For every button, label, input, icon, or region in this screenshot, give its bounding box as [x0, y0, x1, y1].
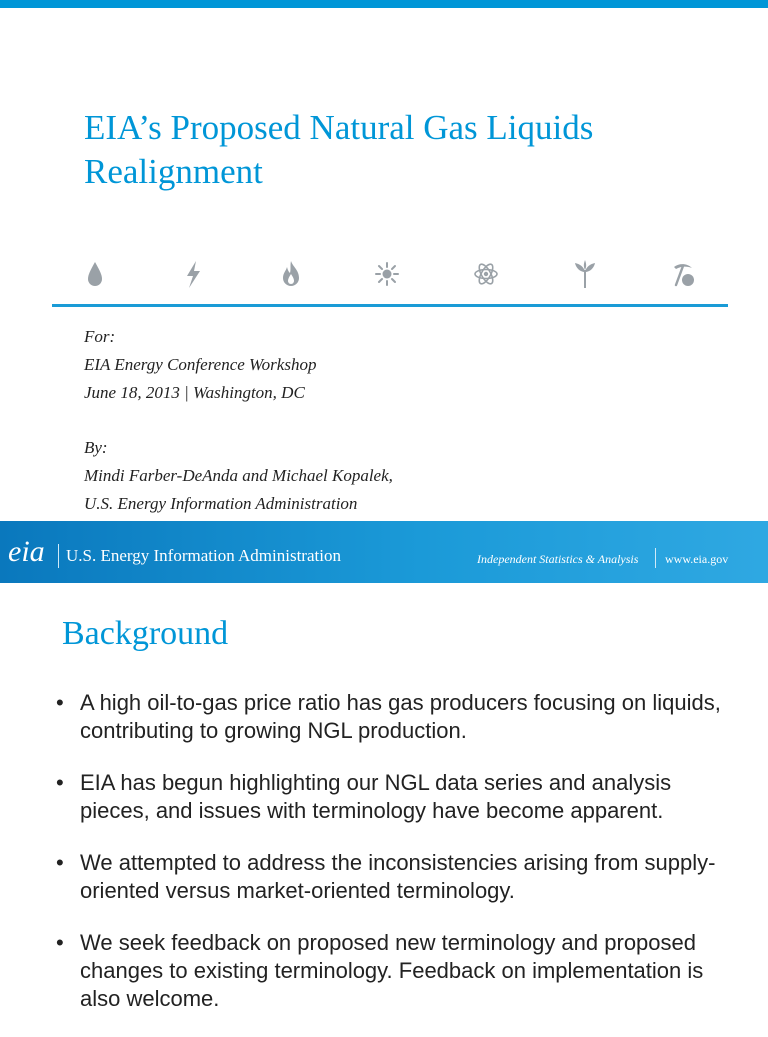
lightning-icon: [178, 258, 208, 290]
footer-divider: [58, 544, 59, 568]
bullet-item: [56, 689, 746, 745]
event-name: EIA Energy Conference Workshop: [84, 355, 317, 374]
footer-band: [0, 521, 768, 583]
background-bullets: [56, 689, 746, 1037]
for-label: For:: [84, 327, 116, 346]
footer-divider-2: [655, 548, 656, 568]
bullet-item: [56, 849, 746, 905]
bullet-item: [56, 769, 746, 825]
spacer: [84, 407, 684, 434]
slide-title-line-2: Realignment: [84, 152, 263, 191]
organization: U.S. Energy Information Administration: [84, 494, 358, 513]
bullet-dot: •: [56, 770, 64, 795]
bullet-dot: •: [56, 930, 64, 955]
bullet-item: [56, 929, 746, 1013]
oil-drop-icon: [80, 258, 110, 290]
atom-icon: [471, 258, 501, 290]
flame-icon: [276, 258, 306, 290]
footer-agency: U.S. Energy Information Administration: [66, 546, 341, 565]
sun-icon: [372, 258, 402, 290]
energy-icons-row: [0, 258, 768, 292]
eia-logo: eia: [8, 535, 45, 568]
title-divider: [52, 304, 728, 307]
background-title: Background: [62, 615, 229, 652]
bullet-text: A high oil-to-gas price ratio has gas producers focusing on liquids, contributing to growing NGL production.: [80, 690, 721, 743]
footer-tagline: Independent Statistics & Analysis: [477, 552, 639, 566]
bullet-text: We attempted to address the inconsistencies arising from supply-oriented versus market-oriented terminology.: [80, 850, 716, 903]
presentation-details: [84, 323, 684, 518]
bullet-text: EIA has begun highlighting our NGL data series and analysis pieces, and issues with terminology have become apparent.: [80, 770, 672, 823]
bullet-dot: •: [56, 690, 64, 715]
bullet-text: We seek feedback on proposed new terminology and proposed changes to existing terminology. Feedback on implementation is also welcome.: [80, 930, 704, 1011]
slide-title-line-1: EIA’s Proposed Natural Gas Liquids: [84, 108, 594, 147]
bullet-dot: •: [56, 850, 64, 875]
plant-icon: [570, 258, 600, 290]
slide-title: [84, 106, 724, 194]
footer-url[interactable]: www.eia.gov: [665, 552, 729, 566]
date-location: June 18, 2013 | Washington, DC: [84, 383, 305, 402]
top-accent-bar: [0, 0, 768, 8]
by-label: By:: [84, 438, 108, 457]
coal-pick-icon: [668, 258, 698, 290]
authors: Mindi Farber-DeAnda and Michael Kopalek,: [84, 466, 393, 485]
